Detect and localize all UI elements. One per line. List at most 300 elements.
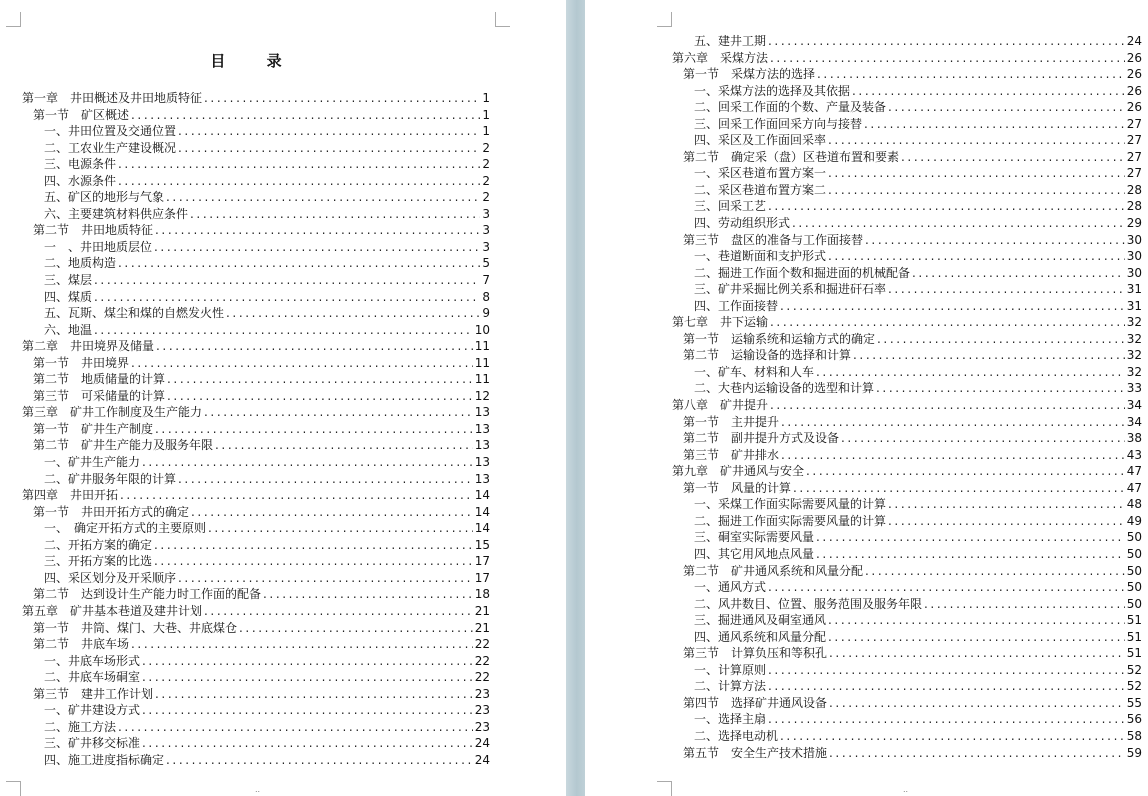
toc-page-number: 43 — [1126, 447, 1142, 462]
toc-entry-text: 第八章 矿井提升 — [672, 398, 769, 413]
toc-entry[interactable] — [672, 66, 1142, 83]
toc-page-number: 18 — [474, 587, 490, 602]
toc-page-number: 29 — [1126, 216, 1142, 231]
toc-dot-leader — [888, 99, 1125, 116]
toc-entry-text: 三、电源条件 — [44, 157, 117, 172]
toc-entry-text: 四、劳动组织形式 — [694, 216, 791, 231]
toc-page-number: 32 — [1126, 315, 1142, 330]
toc-page-number: 2 — [482, 190, 490, 205]
toc-dot-leader — [888, 281, 1125, 298]
toc-page-number: 30 — [1126, 249, 1142, 264]
toc-page-number: 10 — [474, 322, 490, 337]
toc-dot-leader — [178, 471, 473, 488]
toc-entry[interactable] — [672, 579, 1142, 596]
toc-dot-leader — [780, 298, 1125, 315]
toc-entry[interactable] — [22, 702, 490, 719]
toc-entry-text: 一、采煤方法的选择及其依据 — [694, 83, 851, 98]
toc-dot-leader — [204, 90, 480, 107]
toc-page-number: 11 — [474, 355, 490, 370]
toc-dot-leader — [828, 132, 1125, 149]
toc-entry-text: 四、通风系统和风量分配 — [694, 629, 827, 644]
toc-dot-leader — [120, 487, 473, 504]
toc-entry[interactable] — [672, 728, 1142, 745]
toc-page-number: 30 — [1126, 232, 1142, 247]
toc-entry-text: 第三节 建井工作计划 — [33, 686, 154, 701]
toc-entry-text: 二、掘进工作面个数和掘进面的机械配备 — [694, 265, 911, 280]
toc-dot-leader — [768, 662, 1125, 679]
toc-dot-leader — [865, 232, 1125, 249]
toc-entry-text: 第一节 运输系统和运输方式的确定 — [683, 331, 876, 346]
toc-page-number: 26 — [1126, 83, 1142, 98]
toc-dot-leader — [154, 537, 473, 554]
toc-page-number: 51 — [1126, 646, 1142, 661]
toc-dot-leader — [768, 198, 1125, 215]
toc-page-number: 34 — [1126, 398, 1142, 413]
toc-entry-text: 第三节 盘区的准备与工作面接替 — [683, 232, 864, 247]
toc-entry[interactable] — [22, 289, 490, 306]
toc-entry[interactable] — [672, 397, 1142, 414]
toc-dot-leader — [828, 182, 1125, 199]
toc-dot-leader — [166, 189, 480, 206]
toc-dot-leader — [118, 156, 480, 173]
toc-entry[interactable] — [672, 50, 1142, 67]
toc-dot-leader — [829, 645, 1125, 662]
toc-dot-leader — [768, 579, 1125, 596]
crop-mark — [6, 781, 21, 796]
toc-entry-text: 第三章 矿井工作制度及生产能力 — [22, 405, 203, 420]
toc-title: 目 录 — [210, 52, 300, 70]
toc-page-number: 13 — [474, 438, 490, 453]
toc-entry-text: 第二节 矿井生产能力及服务年限 — [33, 438, 214, 453]
toc-entry[interactable] — [22, 322, 490, 339]
toc-dot-leader — [816, 364, 1125, 381]
toc-entry-text: 四、煤质 — [44, 289, 93, 304]
toc-dot-leader — [166, 752, 473, 769]
toc-entry[interactable] — [672, 33, 1142, 50]
toc-page-number: 24 — [1126, 34, 1142, 48]
toc-page-number: 11 — [474, 372, 490, 387]
toc-entry[interactable] — [672, 447, 1142, 464]
toc-dot-leader — [770, 50, 1125, 67]
toc-dot-leader — [876, 380, 1125, 397]
toc-entry-text: 五、瓦斯、煤尘和煤的自燃发火性 — [44, 306, 225, 321]
toc-entry[interactable] — [672, 298, 1142, 315]
toc-entry[interactable] — [22, 735, 490, 752]
toc-dot-leader — [191, 504, 473, 521]
toc-entry[interactable] — [672, 414, 1142, 431]
toc-dot-leader — [828, 248, 1125, 265]
toc-dot-leader — [204, 404, 473, 421]
toc-entry[interactable] — [672, 711, 1142, 728]
toc-page-number: 50 — [1126, 546, 1142, 561]
toc-entry[interactable] — [22, 156, 490, 173]
toc-page-number: 22 — [474, 653, 490, 668]
toc-dot-leader — [828, 165, 1125, 182]
toc-entry[interactable] — [672, 596, 1142, 613]
toc-page-number: 7 — [482, 273, 490, 288]
toc-page-number: 47 — [1126, 464, 1142, 479]
toc-entry-text: 第二节 井底车场 — [33, 637, 130, 652]
toc-page-number: 52 — [1126, 662, 1142, 677]
toc-entry-text: 第二节 副井提升方式及设备 — [683, 431, 840, 446]
toc-page-number: 24 — [474, 752, 490, 767]
toc-entry[interactable] — [22, 570, 490, 587]
toc-entry-text: 第五章 矿井基本巷道及建井计划 — [22, 603, 203, 618]
toc-entry[interactable] — [672, 331, 1142, 348]
toc-entry-text: 一、采区巷道布置方案一 — [694, 166, 827, 181]
toc-dot-leader — [780, 728, 1125, 745]
toc-dot-leader — [226, 305, 480, 322]
toc-entry-text: 三、掘进通风及硐室通风 — [694, 613, 827, 628]
toc-entry[interactable] — [672, 513, 1142, 530]
toc-page-number: 59 — [1126, 745, 1142, 760]
toc-page-number: 14 — [474, 521, 490, 536]
toc-dot-leader — [817, 66, 1125, 83]
toc-entry[interactable] — [672, 612, 1142, 629]
toc-page-number: 51 — [1126, 629, 1142, 644]
toc-entry-text: 二、采区巷道布置方案二 — [694, 182, 827, 197]
toc-entry-text: 第二章 井田境界及储量 — [22, 339, 155, 354]
toc-entry-text: 第六章 采煤方法 — [672, 50, 769, 65]
toc-dot-leader — [865, 563, 1125, 580]
toc-dot-leader — [816, 529, 1125, 546]
toc-entry[interactable] — [672, 480, 1142, 497]
toc-page-number: 13 — [474, 471, 490, 486]
toc-entry-text: 第一章 井田概述及井田地质特征 — [22, 91, 203, 105]
toc-entry[interactable] — [672, 463, 1142, 480]
toc-dot-leader — [131, 636, 473, 653]
toc-dot-leader — [154, 553, 473, 570]
toc-entry-text: 二、地质构造 — [44, 256, 117, 271]
toc-entry-text: 三、煤层 — [44, 273, 93, 288]
toc-page-number: 1 — [482, 107, 490, 122]
toc-entry[interactable] — [22, 404, 490, 421]
toc-entry[interactable] — [672, 165, 1142, 182]
toc-entry-text: 二、开拓方案的确定 — [44, 537, 153, 552]
toc-dot-leader — [208, 520, 473, 537]
toc-page-number: 5 — [482, 256, 490, 271]
toc-entry-text: 六、地温 — [44, 322, 93, 337]
toc-entry[interactable] — [22, 752, 490, 769]
toc-page-number: 22 — [474, 637, 490, 652]
toc-page-number: 50 — [1126, 563, 1142, 578]
toc-dot-leader — [178, 140, 480, 157]
toc-page-number: 1 — [482, 124, 490, 139]
toc-entry[interactable] — [22, 272, 490, 289]
toc-entry[interactable] — [672, 281, 1142, 298]
toc-entry[interactable] — [22, 338, 490, 355]
toc-entry[interactable] — [672, 83, 1142, 100]
toc-dot-leader — [877, 331, 1125, 348]
toc-dot-leader — [155, 686, 473, 703]
toc-entry[interactable] — [672, 116, 1142, 133]
toc-dot-leader — [781, 414, 1125, 431]
toc-entry-text: 第二节 确定采（盘）区巷道布置和要素 — [683, 149, 900, 164]
toc-dot-leader — [793, 480, 1125, 497]
toc-entry[interactable] — [672, 347, 1142, 364]
toc-dot-leader — [155, 421, 473, 438]
toc-entry[interactable] — [672, 149, 1142, 166]
toc-page-number: 23 — [474, 703, 490, 718]
toc-entry[interactable] — [22, 90, 490, 107]
toc-page-number: 27 — [1126, 149, 1142, 164]
toc-page-number: 3 — [482, 239, 490, 254]
toc-entry[interactable] — [22, 107, 490, 124]
toc-entry[interactable] — [22, 140, 490, 157]
toc-page-number: 3 — [482, 223, 490, 238]
toc-entry[interactable] — [22, 504, 490, 521]
toc-entry[interactable] — [672, 182, 1142, 199]
toc-entry-text: 二、井底车场硐室 — [44, 670, 141, 685]
toc-entry[interactable] — [22, 222, 490, 239]
toc-entry[interactable] — [672, 678, 1142, 695]
toc-entry-text: 三、开拓方案的比选 — [44, 554, 153, 569]
toc-list-left — [22, 90, 490, 768]
toc-page-number: 8 — [482, 289, 490, 304]
toc-dot-leader — [768, 678, 1125, 695]
toc-entry[interactable] — [22, 653, 490, 670]
toc-dot-leader — [154, 239, 480, 256]
toc-page-number: 3 — [482, 206, 490, 221]
toc-dot-leader — [768, 711, 1125, 728]
toc-dot-leader — [828, 612, 1125, 629]
toc-page-number: 11 — [474, 339, 490, 354]
toc-page-number: 30 — [1126, 265, 1142, 280]
toc-dot-leader — [118, 173, 480, 190]
toc-page-number: 51 — [1126, 613, 1142, 628]
toc-dot-leader — [142, 702, 473, 719]
toc-entry-text: 第二节 地质储量的计算 — [33, 372, 166, 387]
toc-page-number: 13 — [474, 455, 490, 470]
toc-entry[interactable] — [22, 454, 490, 471]
toc-entry[interactable] — [672, 265, 1142, 282]
toc-entry[interactable] — [672, 232, 1142, 249]
toc-entry-text: 第一节 风量的计算 — [683, 480, 792, 495]
toc-entry-text: 五、矿区的地形与气象 — [44, 190, 165, 205]
toc-entry-text: 第一节 井田开拓方式的确定 — [33, 504, 190, 519]
toc-entry-text: 第一节 主井提升 — [683, 414, 780, 429]
toc-page-number: 2 — [482, 140, 490, 155]
document-page-left — [0, 0, 510, 796]
toc-entry-text: 五、建井工期 — [694, 34, 767, 48]
toc-entry-text: 三、矿井采掘比例关系和掘进矸石率 — [694, 282, 887, 297]
toc-page-number: 14 — [474, 488, 490, 503]
toc-entry[interactable] — [22, 586, 490, 603]
toc-entry-text: 三、回采工作面回采方向与接替 — [694, 116, 863, 131]
toc-list-right — [672, 33, 1142, 761]
toc-page-number: 13 — [474, 405, 490, 420]
toc-page-number: 31 — [1126, 298, 1142, 313]
toc-entry[interactable] — [672, 248, 1142, 265]
toc-entry[interactable] — [22, 520, 490, 537]
toc-entry-text: 第二节 达到设计生产能力时工作面的配备 — [33, 587, 262, 602]
toc-dot-leader — [215, 437, 473, 454]
toc-entry[interactable] — [672, 563, 1142, 580]
toc-page-number: 27 — [1126, 116, 1142, 131]
toc-entry[interactable] — [22, 206, 490, 223]
toc-entry[interactable] — [22, 173, 490, 190]
toc-entry[interactable] — [22, 487, 490, 504]
toc-entry-text: 一、矿车、材料和人车 — [694, 364, 815, 379]
toc-entry[interactable] — [672, 132, 1142, 149]
toc-entry[interactable] — [22, 603, 490, 620]
toc-entry-text: 四、水源条件 — [44, 173, 117, 188]
toc-page-number: 23 — [474, 719, 490, 734]
toc-entry[interactable] — [22, 553, 490, 570]
toc-dot-leader — [852, 83, 1125, 100]
toc-entry[interactable] — [672, 215, 1142, 232]
toc-page-number: 22 — [474, 670, 490, 685]
toc-entry-text: 一 、井田地质层位 — [44, 239, 153, 254]
toc-entry[interactable] — [672, 430, 1142, 447]
toc-entry[interactable] — [672, 364, 1142, 381]
toc-entry[interactable] — [672, 745, 1142, 762]
toc-page-number: 55 — [1126, 695, 1142, 710]
toc-entry[interactable] — [22, 719, 490, 736]
toc-entry-text: 第一节 井田境界 — [33, 355, 130, 370]
toc-entry[interactable] — [22, 239, 490, 256]
toc-entry-text: 三、回采工艺 — [694, 199, 767, 214]
toc-page-number: 28 — [1126, 199, 1142, 214]
page-footer-mark: .. — [903, 785, 909, 794]
toc-page-number: 33 — [1126, 381, 1142, 396]
toc-entry-text: 一、井田位置及交通位置 — [44, 124, 177, 139]
toc-entry[interactable] — [672, 314, 1142, 331]
toc-entry-text: 四、采区及工作面回采率 — [694, 133, 827, 148]
toc-page-number: 32 — [1126, 348, 1142, 363]
toc-dot-leader — [792, 215, 1125, 232]
toc-entry[interactable] — [672, 529, 1142, 546]
toc-entry-text: 四、施工进度指标确定 — [44, 752, 165, 767]
toc-page-number: 34 — [1126, 414, 1142, 429]
toc-entry-text: 第三节 矿井排水 — [683, 447, 780, 462]
toc-dot-leader — [770, 397, 1125, 414]
toc-entry[interactable] — [22, 371, 490, 388]
toc-dot-leader — [888, 513, 1125, 530]
crop-mark — [495, 12, 510, 27]
toc-dot-leader — [829, 745, 1125, 762]
toc-entry[interactable] — [22, 189, 490, 206]
toc-dot-leader — [118, 255, 480, 272]
toc-page-number: 26 — [1126, 50, 1142, 65]
toc-entry-text: 第七章 井下运输 — [672, 315, 769, 330]
toc-entry[interactable] — [22, 620, 490, 637]
page-gap — [510, 0, 585, 796]
toc-entry[interactable] — [672, 496, 1142, 513]
toc-entry[interactable] — [22, 355, 490, 372]
toc-entry-text: 二、选择电动机 — [694, 728, 779, 743]
toc-entry[interactable] — [672, 546, 1142, 563]
toc-entry[interactable] — [22, 421, 490, 438]
toc-page-number: 24 — [474, 736, 490, 751]
toc-page-number: 17 — [474, 570, 490, 585]
toc-entry[interactable] — [22, 255, 490, 272]
toc-page-number: 32 — [1126, 331, 1142, 346]
toc-page-number: 50 — [1126, 530, 1142, 545]
toc-entry[interactable] — [672, 380, 1142, 397]
toc-entry[interactable] — [22, 388, 490, 405]
toc-page-number: 47 — [1126, 480, 1142, 495]
toc-entry-text: 第四节 选择矿井通风设备 — [683, 695, 828, 710]
toc-entry[interactable] — [22, 305, 490, 322]
toc-page-number: 52 — [1126, 679, 1142, 694]
toc-entry-text: 一、采煤工作面实际需要风量的计算 — [694, 497, 887, 512]
toc-page-number: 31 — [1126, 282, 1142, 297]
toc-page-number: 27 — [1126, 166, 1142, 181]
toc-entry-text: 一、通风方式 — [694, 580, 767, 595]
toc-page-number: 28 — [1126, 182, 1142, 197]
toc-dot-leader — [178, 123, 480, 140]
toc-entry[interactable] — [22, 686, 490, 703]
toc-entry[interactable] — [22, 123, 490, 140]
toc-entry-text: 二、回采工作面的个数、产量及装备 — [694, 100, 887, 115]
toc-entry[interactable] — [672, 662, 1142, 679]
toc-entry-text: 二、掘进工作面实际需要风量的计算 — [694, 513, 887, 528]
toc-dot-leader — [841, 430, 1125, 447]
toc-entry[interactable] — [672, 198, 1142, 215]
toc-dot-leader — [864, 116, 1125, 133]
toc-entry[interactable] — [22, 537, 490, 554]
toc-entry[interactable] — [672, 645, 1142, 662]
toc-page-number: 27 — [1126, 133, 1142, 148]
toc-dot-leader — [94, 272, 480, 289]
toc-dot-leader — [156, 338, 473, 355]
toc-page-number: 50 — [1126, 596, 1142, 611]
page-footer-mark: .. — [255, 785, 261, 794]
toc-page-number: 2 — [482, 157, 490, 172]
toc-page-number: 1 — [482, 91, 490, 105]
toc-dot-leader — [912, 265, 1125, 282]
document-page-right — [585, 0, 1148, 796]
toc-entry[interactable] — [22, 636, 490, 653]
toc-dot-leader — [829, 695, 1125, 712]
toc-dot-leader — [768, 33, 1125, 50]
toc-entry-text: 第四章 井田开拓 — [22, 488, 119, 503]
toc-entry-text: 第三节 计算负压和等积孔 — [683, 646, 828, 661]
toc-entry-text: 四、其它用风地点风量 — [694, 546, 815, 561]
toc-page-number: 58 — [1126, 728, 1142, 743]
toc-entry[interactable] — [22, 669, 490, 686]
toc-page-number: 38 — [1126, 431, 1142, 446]
toc-entry-text: 二、施工方法 — [44, 719, 117, 734]
toc-entry-text: 第一节 采煤方法的选择 — [683, 67, 816, 82]
toc-page-number: 56 — [1126, 712, 1142, 727]
toc-entry-text: 一、矿井建设方式 — [44, 703, 141, 718]
toc-dot-leader — [167, 371, 473, 388]
toc-entry[interactable] — [672, 99, 1142, 116]
toc-dot-leader — [901, 149, 1125, 166]
toc-dot-leader — [190, 206, 480, 223]
toc-dot-leader — [204, 603, 473, 620]
toc-entry-text: 二、计算方法 — [694, 679, 767, 694]
toc-dot-leader — [816, 546, 1125, 563]
toc-page-number: 26 — [1126, 100, 1142, 115]
toc-page-number: 23 — [474, 686, 490, 701]
toc-entry[interactable] — [22, 437, 490, 454]
toc-page-number: 13 — [474, 421, 490, 436]
toc-dot-leader — [770, 314, 1125, 331]
toc-entry[interactable] — [672, 629, 1142, 646]
toc-page-number: 9 — [482, 306, 490, 321]
toc-page-number: 12 — [474, 388, 490, 403]
crop-mark — [657, 781, 672, 796]
toc-dot-leader — [142, 669, 473, 686]
toc-entry-text: 二、风井数目、位置、服务范围及服务年限 — [694, 596, 923, 611]
toc-entry[interactable] — [22, 471, 490, 488]
toc-dot-leader — [239, 620, 473, 637]
toc-entry-text: 四、工作面接替 — [694, 298, 779, 313]
toc-entry[interactable] — [672, 695, 1142, 712]
